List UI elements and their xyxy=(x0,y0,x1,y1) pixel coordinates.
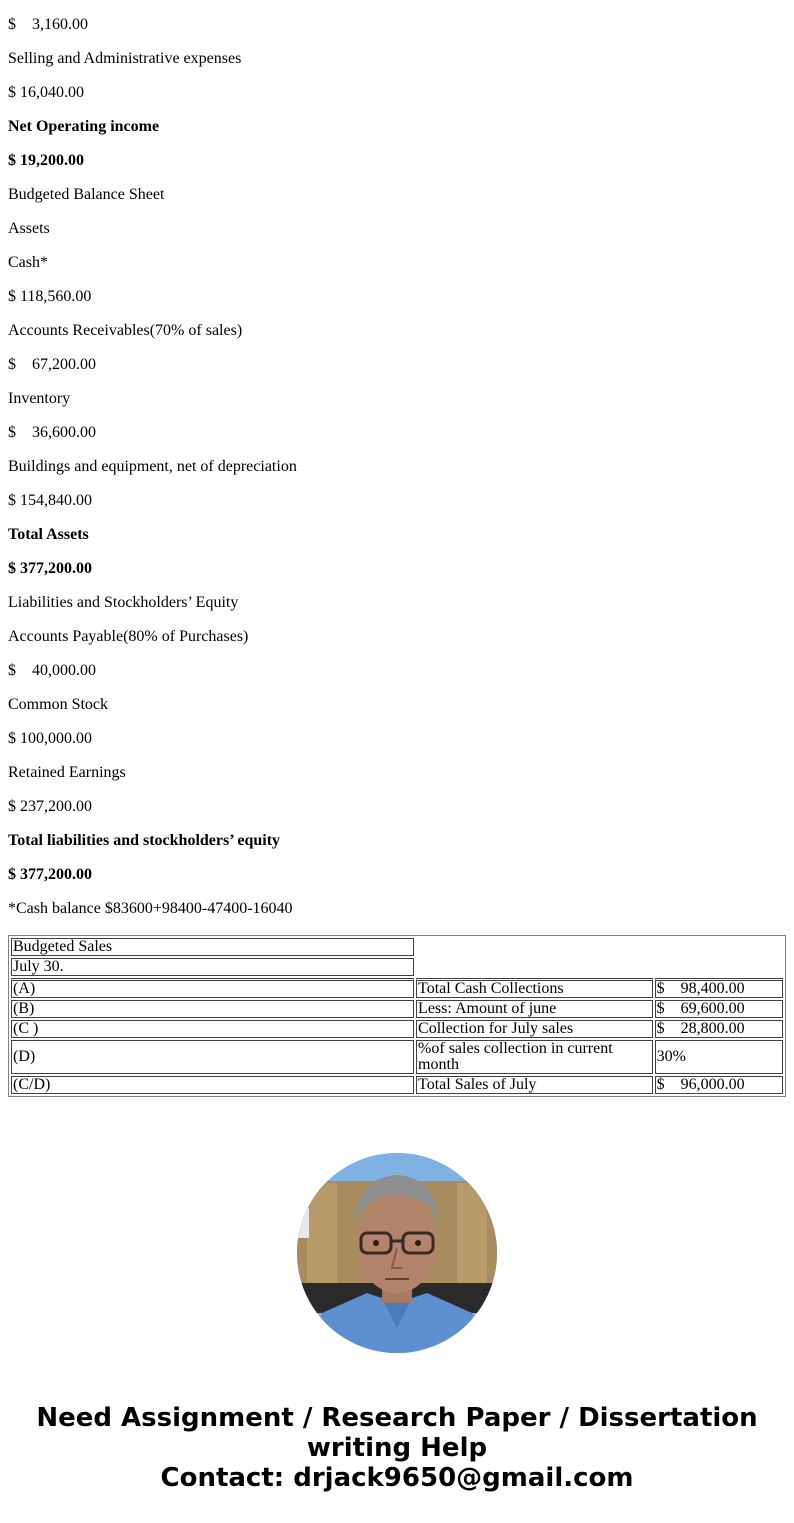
liability-value-retained-earnings: $ 237,200.00 xyxy=(8,798,92,815)
author-avatar xyxy=(297,1153,497,1353)
row-key: (C ) xyxy=(11,1020,414,1038)
table-row xyxy=(11,978,783,998)
total-liabilities-label: Total liabilities and stockholders’ equity xyxy=(8,832,281,849)
total-liabilities-value: $ 377,200.00 xyxy=(8,866,92,883)
asset-value-cash: $ 118,560.00 xyxy=(8,288,92,305)
net-operating-income-value: $ 19,200.00 xyxy=(8,152,84,169)
liability-label-payable: Accounts Payable(80% of Purchases) xyxy=(8,628,249,645)
table-row xyxy=(11,1020,783,1038)
table-date-cell: July 30. xyxy=(11,958,414,976)
cost-value: $ 3,160.00 xyxy=(8,16,88,33)
cash-balance-note: *Cash balance $83600+98400-47400-16040 xyxy=(8,900,293,917)
banner-line-1: Need Assignment / Research Paper / Dissertation xyxy=(36,1403,758,1433)
asset-label-inventory: Inventory xyxy=(8,390,71,407)
contact-banner xyxy=(0,1403,794,1493)
liability-value-common-stock: $ 100,000.00 xyxy=(8,730,92,747)
asset-label-cash: Cash* xyxy=(8,254,48,271)
asset-value-inventory: $ 36,600.00 xyxy=(8,424,96,441)
row-value: $ 98,400.00 xyxy=(655,978,783,998)
row-key: (D) xyxy=(11,1040,414,1074)
table-row xyxy=(11,1000,783,1018)
row-label: Less: Amount of june xyxy=(416,1000,653,1018)
row-label: Total Sales of July xyxy=(416,1076,653,1094)
table-row xyxy=(11,1040,783,1074)
banner-line-2: writing Help xyxy=(306,1433,488,1463)
row-key: (C/D) xyxy=(11,1076,414,1094)
row-value: $ 69,600.00 xyxy=(655,1000,783,1018)
liabilities-heading: Liabilities and Stockholders’ Equity xyxy=(8,594,239,611)
contact-email: Contact: drjack9650@gmail.com xyxy=(160,1463,634,1493)
author-portrait-icon xyxy=(297,1153,497,1353)
table-row xyxy=(11,1076,783,1094)
asset-label-receivables: Accounts Receivables(70% of sales) xyxy=(8,322,243,339)
asset-value-receivables: $ 67,200.00 xyxy=(8,356,96,373)
liability-label-common-stock: Common Stock xyxy=(8,696,109,713)
row-key: (A) xyxy=(11,978,414,998)
row-value: $ 96,000.00 xyxy=(655,1076,783,1094)
balance-sheet-title: Budgeted Balance Sheet xyxy=(8,186,165,203)
row-label: Collection for July sales xyxy=(416,1020,653,1038)
asset-label-buildings: Buildings and equipment, net of depreciation xyxy=(8,458,297,475)
asset-value-buildings: $ 154,840.00 xyxy=(8,492,92,509)
liability-value-payable: $ 40,000.00 xyxy=(8,662,96,679)
total-assets-label: Total Assets xyxy=(8,526,89,543)
budgeted-sales-table xyxy=(8,935,786,1097)
total-assets-value: $ 377,200.00 xyxy=(8,560,92,577)
table-title-cell: Budgeted Sales xyxy=(11,938,414,956)
row-value: $ 28,800.00 xyxy=(655,1020,783,1038)
net-operating-income-label: Net Operating income xyxy=(8,118,160,135)
row-label: %of sales collection in current month xyxy=(416,1040,653,1074)
liability-label-retained-earnings: Retained Earnings xyxy=(8,764,126,781)
row-value: 30% xyxy=(655,1040,783,1074)
assets-heading: Assets xyxy=(8,220,50,237)
empty-header-cell xyxy=(416,938,783,976)
row-label: Total Cash Collections xyxy=(416,978,653,998)
row-key: (B) xyxy=(11,1000,414,1018)
selling-admin-label: Selling and Administrative expenses xyxy=(8,50,242,67)
selling-admin-value: $ 16,040.00 xyxy=(8,84,84,101)
table-header-row xyxy=(11,938,783,956)
